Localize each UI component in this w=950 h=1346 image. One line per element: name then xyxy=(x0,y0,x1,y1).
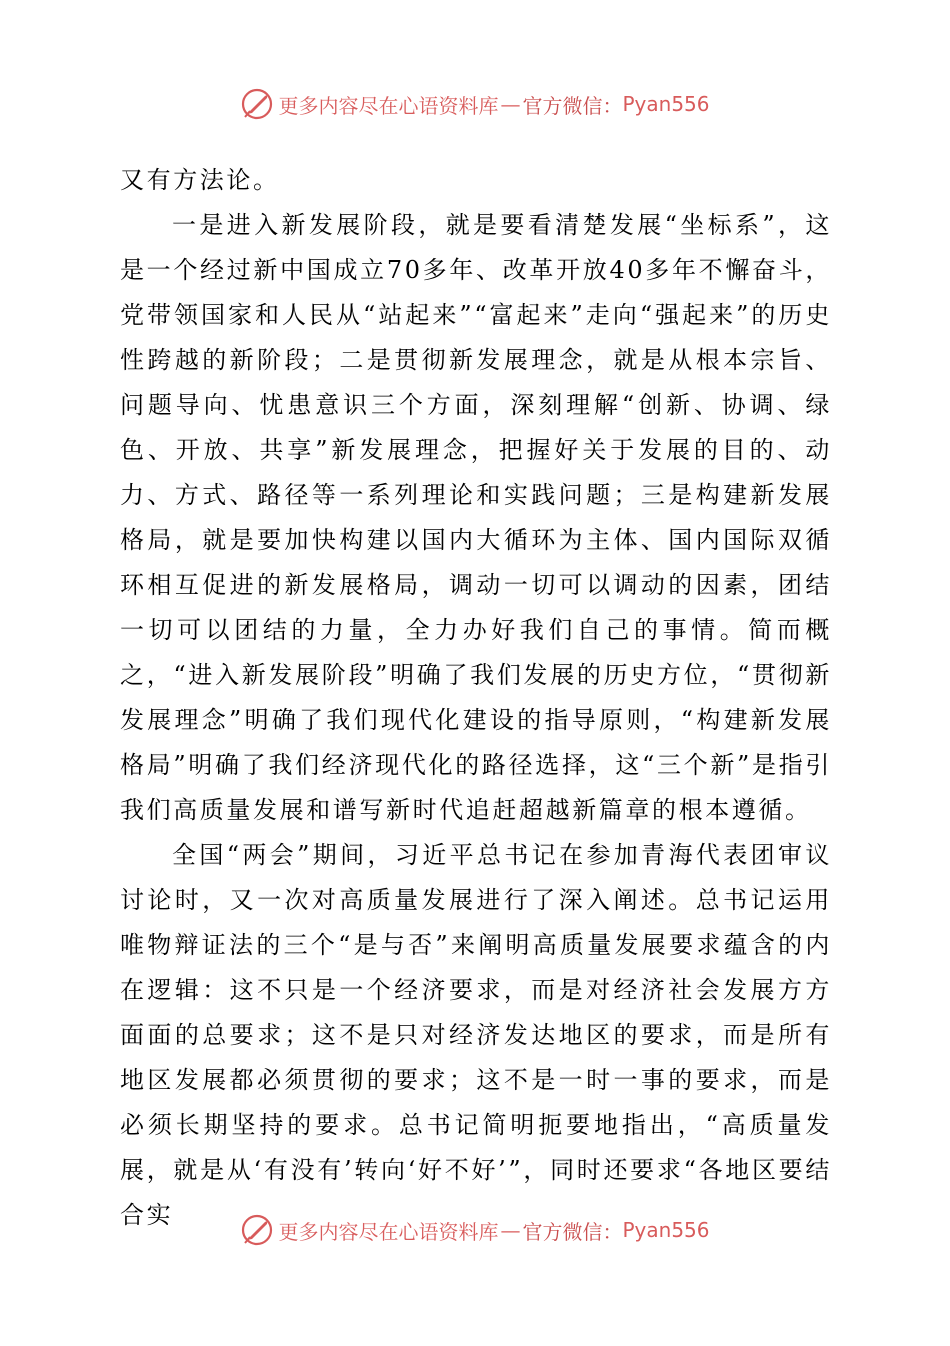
footer-brand: 更多内容尽在心语资料库 xyxy=(278,1219,499,1244)
quill-logo-icon xyxy=(240,87,274,121)
footer-separator: — xyxy=(500,1218,521,1242)
footer-wechat-label: 官方微信： xyxy=(522,1219,623,1244)
paragraph-continuation: 又有方法论。 xyxy=(120,166,280,194)
header-wechat-label: 官方微信： xyxy=(522,93,623,118)
paragraph: 全国“两会”期间，习近平总书记在参加青海代表团审议讨论时，又一次对高质量发展进行了深入阐述。总书记运用唯物辩证法的三个“是与否”来阐明高质量发展要求蕴含的内在逻辑：这不只是一个经济要求，而是对经济社会发展方方面面的总要求；这不是只对经济发达地区的要求，而是所有地区发展都必须贯彻的要求；这不是一时一事的要求，而是必须长期坚持的要求。总书记简明扼要地指出，“高质量发展，就是从‘有没有’转向‘好不好’”，同时还要求“各地区要结合实 xyxy=(120,841,832,1229)
quill-logo-icon xyxy=(240,1213,274,1247)
header-wechat-id: Pyan556 xyxy=(622,92,710,116)
footer-wechat-id: Pyan556 xyxy=(622,1218,710,1242)
header-watermark xyxy=(0,86,950,122)
document-body xyxy=(120,158,832,1238)
paragraph: 一是进入新发展阶段，就是要看清楚发展“坐标系”，这是一个经过新中国成立70多年、改革开放40多年不懈奋斗，党带领国家和人民从“站起来”“富起来”走向“强起来”的历史性跨越的新阶段；二是贯彻新发展理念，就是从根本宗旨、问题导向、忧患意识三个方面，深刻理解“创新、协调、绿色、开放、共享”新发展理念，把握好关于发展的目的、动力、方式、路径等一系列理论和实践问题；三是构建新发展格局，就是要加快构建以国内大循环为主体、国内国际双循环相互促进的新发展格局，调动一切可以调动的因素，团结一切可以团结的力量，全力办好我们自己的事情。简而概之，“进入新发展阶段”明确了我们发展的历史方位，“贯彻新发展理念”明确了我们现代化建设的指导原则，“构建新发展格局”明确了我们经济现代化的路径选择，这“三个新”是指引我们高质量发展和谱写新时代追赶超越新篇章的根本遵循。 xyxy=(120,211,832,824)
header-brand: 更多内容尽在心语资料库 xyxy=(278,93,499,118)
header-separator: — xyxy=(500,92,521,116)
footer-watermark xyxy=(0,1212,950,1248)
